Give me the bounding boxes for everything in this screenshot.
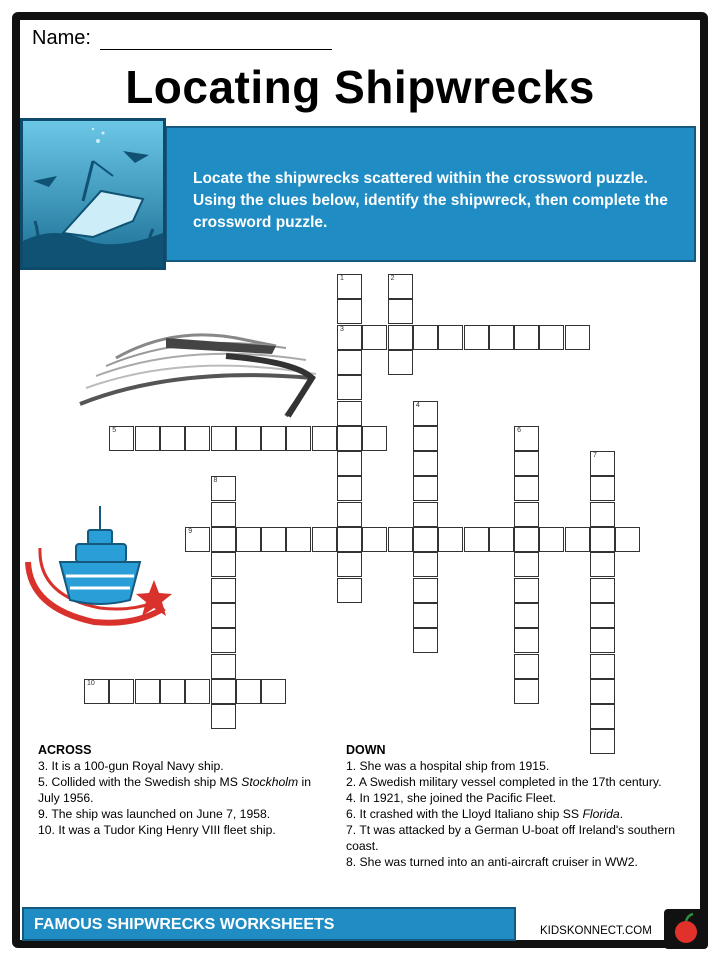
clue-number: 3 [340, 325, 344, 333]
clue-down-2: 2. A Swedish military vessel completed in the 17th century. [346, 775, 662, 789]
name-input-line[interactable] [100, 32, 332, 50]
clue-down-8: 8. She was turned into an anti-aircraft cruiser in WW2. [346, 855, 638, 869]
clue-number: 7 [593, 452, 597, 460]
clue-number: 5 [112, 426, 117, 434]
across-heading: ACROSS [38, 743, 92, 757]
underwater-shipwreck-image [20, 118, 166, 270]
clue-number: 6 [517, 426, 521, 434]
apple-icon [664, 909, 708, 949]
clue-across-5: 5. Collided with the Swedish ship MS Stockholm in July 1956. [38, 775, 312, 805]
clue-down-4: 4. In 1921, she joined the Pacific Fleet. [346, 791, 557, 805]
intro-text: Locate the shipwrecks scattered within the crossword puzzle. Using the clues below, identify the shipwreck, then complete the crossword puzzle. [193, 170, 668, 231]
clue-number: 8 [213, 477, 218, 485]
clue-number: 2 [390, 275, 395, 282]
clue-across-9: 9. The ship was launched on June 7, 1958. [38, 807, 271, 821]
intro-box [165, 126, 696, 262]
clue-down-6: 6. It crashed with the Lloyd Italiano ship SS Florida. [346, 807, 624, 821]
footer-bar [22, 907, 516, 941]
clue-across-10: 10. It was a Tudor King Henry VIII fleet ship. [38, 823, 276, 837]
clue-number: 4 [415, 401, 420, 409]
clue-number: 9 [188, 528, 193, 535]
name-line [32, 27, 332, 50]
clue-across-3: 3. It is a 100-gun Royal Navy ship. [38, 759, 224, 773]
apple-logo-badge [664, 909, 708, 949]
down-heading: DOWN [346, 743, 386, 757]
down-clues [346, 742, 686, 870]
footer-text: FAMOUS SHIPWRECKS WORKSHEETS [34, 916, 335, 933]
cruise-ship-illustration [76, 318, 322, 418]
name-label: Name: [32, 27, 91, 49]
page-title: Locating Shipwrecks [125, 61, 595, 113]
clue-number: 10 [87, 679, 95, 687]
clue-down-1: 1. She was a hospital ship from 1915. [346, 759, 550, 773]
clue-number: 1 [340, 275, 344, 282]
clue-down-7: 7. Tt was attacked by a German U-boat off Ireland's southern coast. [346, 823, 676, 853]
across-clues [38, 742, 328, 838]
site-link[interactable]: KIDSKONNECT.COM [540, 925, 652, 937]
intro-banner [20, 126, 696, 266]
ship-speed-icon [24, 504, 180, 628]
